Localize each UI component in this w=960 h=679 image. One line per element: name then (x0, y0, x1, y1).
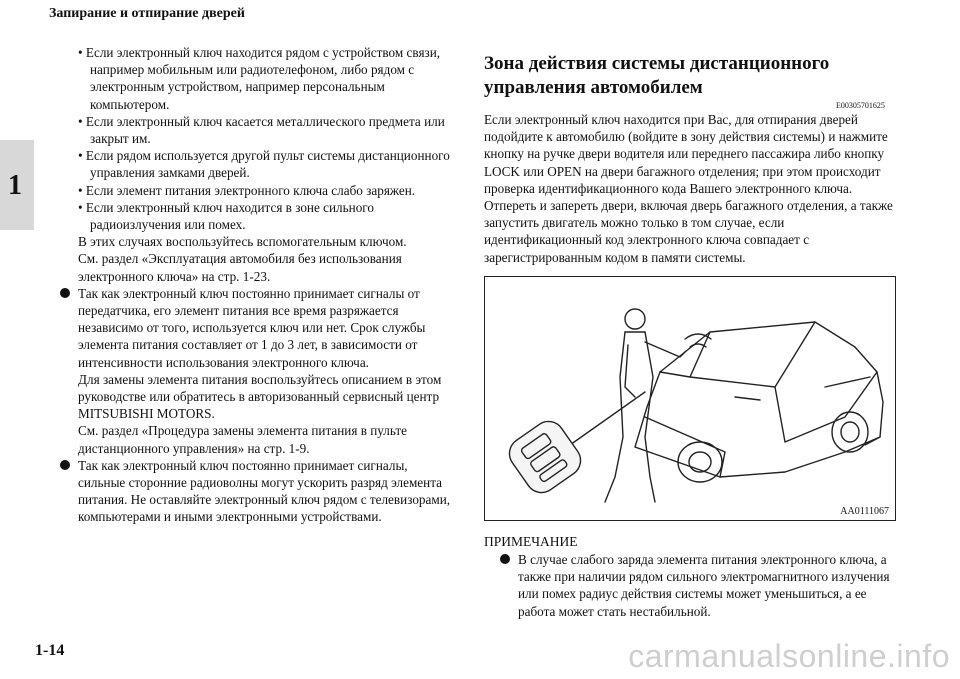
car-and-key-illustration (485, 277, 895, 520)
note-title: ПРИМЕЧАНИЕ (484, 534, 578, 549)
bullet-item (60, 457, 455, 526)
left-column (60, 44, 455, 526)
paragraph: Если электронный ключ находится при Вас, для отпирания дверей подойдите к автомобилю (войдите в зону действия системы) и нажмите кнопку на ручке двери водителя или переднего пассажира либо кнопку LOCK или OPEN на двери багажного отделения; при этом происходит проверка идентификационного кода Вашего электронного ключа. (484, 112, 888, 196)
paragraph: См. раздел «Процедура замены элемента питания в пульте дистанционного управления» на стр. 1-9. (78, 423, 408, 456)
right-column (484, 111, 899, 266)
figure-code: AA0111067 (840, 506, 889, 517)
illustration-frame (484, 276, 896, 521)
section-code: E00305701625 (836, 101, 885, 110)
list-item: • Если электронный ключ находится рядом с устройством связи, например мобильным или радиотелефоном, либо рядом с электронным устройством, например персональным компьютером. (78, 45, 441, 112)
paragraph: В этих случаях воспользуйтесь вспомогательным ключом. (78, 234, 407, 250)
page-number: 1-14 (35, 642, 65, 659)
page-header-title: Запирание и отпирание дверей (49, 6, 245, 21)
paragraph: Для замены элемента питания воспользуйтесь описанием в этом руководстве или обратитесь в авторизованный сервисный центр MITSUBISHI MOTORS. (78, 371, 442, 422)
list-item: • Если электронный ключ находится в зоне сильного радиоизлучения или помех. (78, 199, 374, 233)
bullet-dot-icon (60, 288, 70, 298)
bullet-text: Так как электронный ключ постоянно принимает сигналы от передатчика, его элемент питания все время разряжается независимо от того, используется ключ или нет. Срок службы элемента питания составляет от 1 до 3 лет, в зависимости от интенсивности использования электронного ключа. (78, 285, 426, 370)
list-item: • Если электронный ключ касается металлического предмета или закрыт им. (78, 113, 445, 147)
bullet-text: Так как электронный ключ постоянно принимает сигналы, сильные сторонние радиоволны могут ускорить разряд элемента питания. Не оставляйте электронный ключ рядом с телевизорами, компьютерами и иными электронными устройствами. (78, 457, 451, 525)
bullet-item (500, 551, 900, 620)
note-text: В случае слабого заряда элемента питания электронного ключа, а также при наличии рядом сильного электромагнитного излучения или помех радиус действия системы может уменьшиться, а ее работа может стать нестабильной. (518, 552, 890, 619)
section-title: Зона действия системы дистанционного управления автомобилем (484, 53, 830, 98)
bullet-item (60, 285, 455, 371)
list-item: • Если элемент питания электронного ключа слабо заряжен. (78, 182, 416, 198)
note (500, 551, 900, 620)
bullet-dot-icon (500, 554, 510, 564)
paragraph: Отпереть и запереть двери, включая дверь багажного отделения, а также запустить двигатель можно только в том случае, если идентификационный код электронного ключа совпадает с зарегистрированным кодом в памяти системы. (484, 198, 893, 265)
watermark-text: carmanualsonline.info (628, 638, 950, 674)
chapter-number: 1 (8, 170, 22, 201)
paragraph: См. раздел «Эксплуатация автомобиля без использования электронного ключа» на стр. 1-23. (78, 251, 402, 284)
list-item: • Если рядом используется другой пульт системы дистанционного управления замками дверей. (78, 148, 450, 181)
bullet-dot-icon (60, 460, 70, 470)
